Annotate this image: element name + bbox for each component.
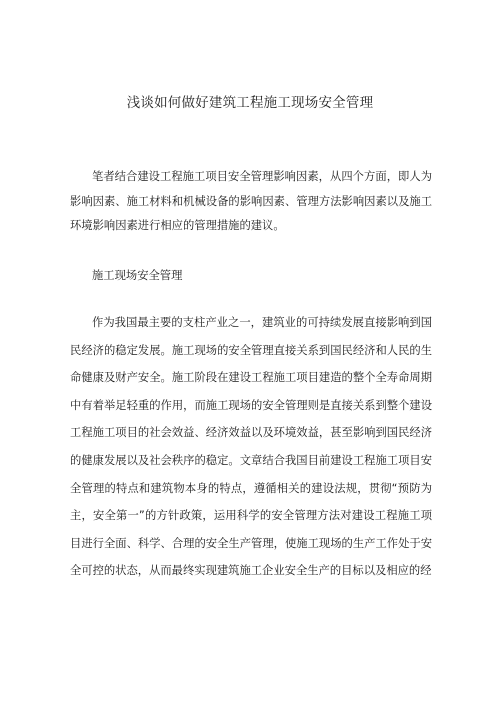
abstract-block — [70, 165, 432, 239]
body-paragraph: 作为我国最主要的支柱产业之一，建筑业的可持续发展直接影响到国民经济的稳定发展。施工现场的安全管理直接关系到国民经济和人民的生命健康及财产安全。施工阶段在建设工程施工项目建造的整个全寿命周期中有着举足轻重的作用，而施工现场的安全管理则是直接关系到整个建设工程施工项目的社会效益、经济效益以及环境效益，甚至影响到国民经济的健康发展以及社会秩序的稳定。文章结合我国目前建设工程施工项目安全管理的特点和建筑物本身的特点，遵循相关的建设法规，贯彻“预防为主，安全第一”的方针政策，运用科学的安全管理方法对建设工程施工项目进行全面、科学、合理的安全生产管理，使施工现场的生产工作处于安全可控的状态，从而最终实现建筑施工企业安全生产的目标以及相应的经 — [70, 316, 432, 578]
main-text-block — [70, 309, 432, 585]
section-heading: 施工现场安全管理 — [92, 269, 183, 282]
document-title: 浅谈如何做好建筑工程施工现场安全管理 — [126, 95, 374, 111]
abstract-paragraph: 笔者结合建设工程施工项目安全管理影响因素，从四个方面，即人为影响因素、施工材料和机械设备的影响因素、管理方法影响因素以及施工环境影响因素进行相应的管理措施的建议。 — [70, 170, 432, 232]
